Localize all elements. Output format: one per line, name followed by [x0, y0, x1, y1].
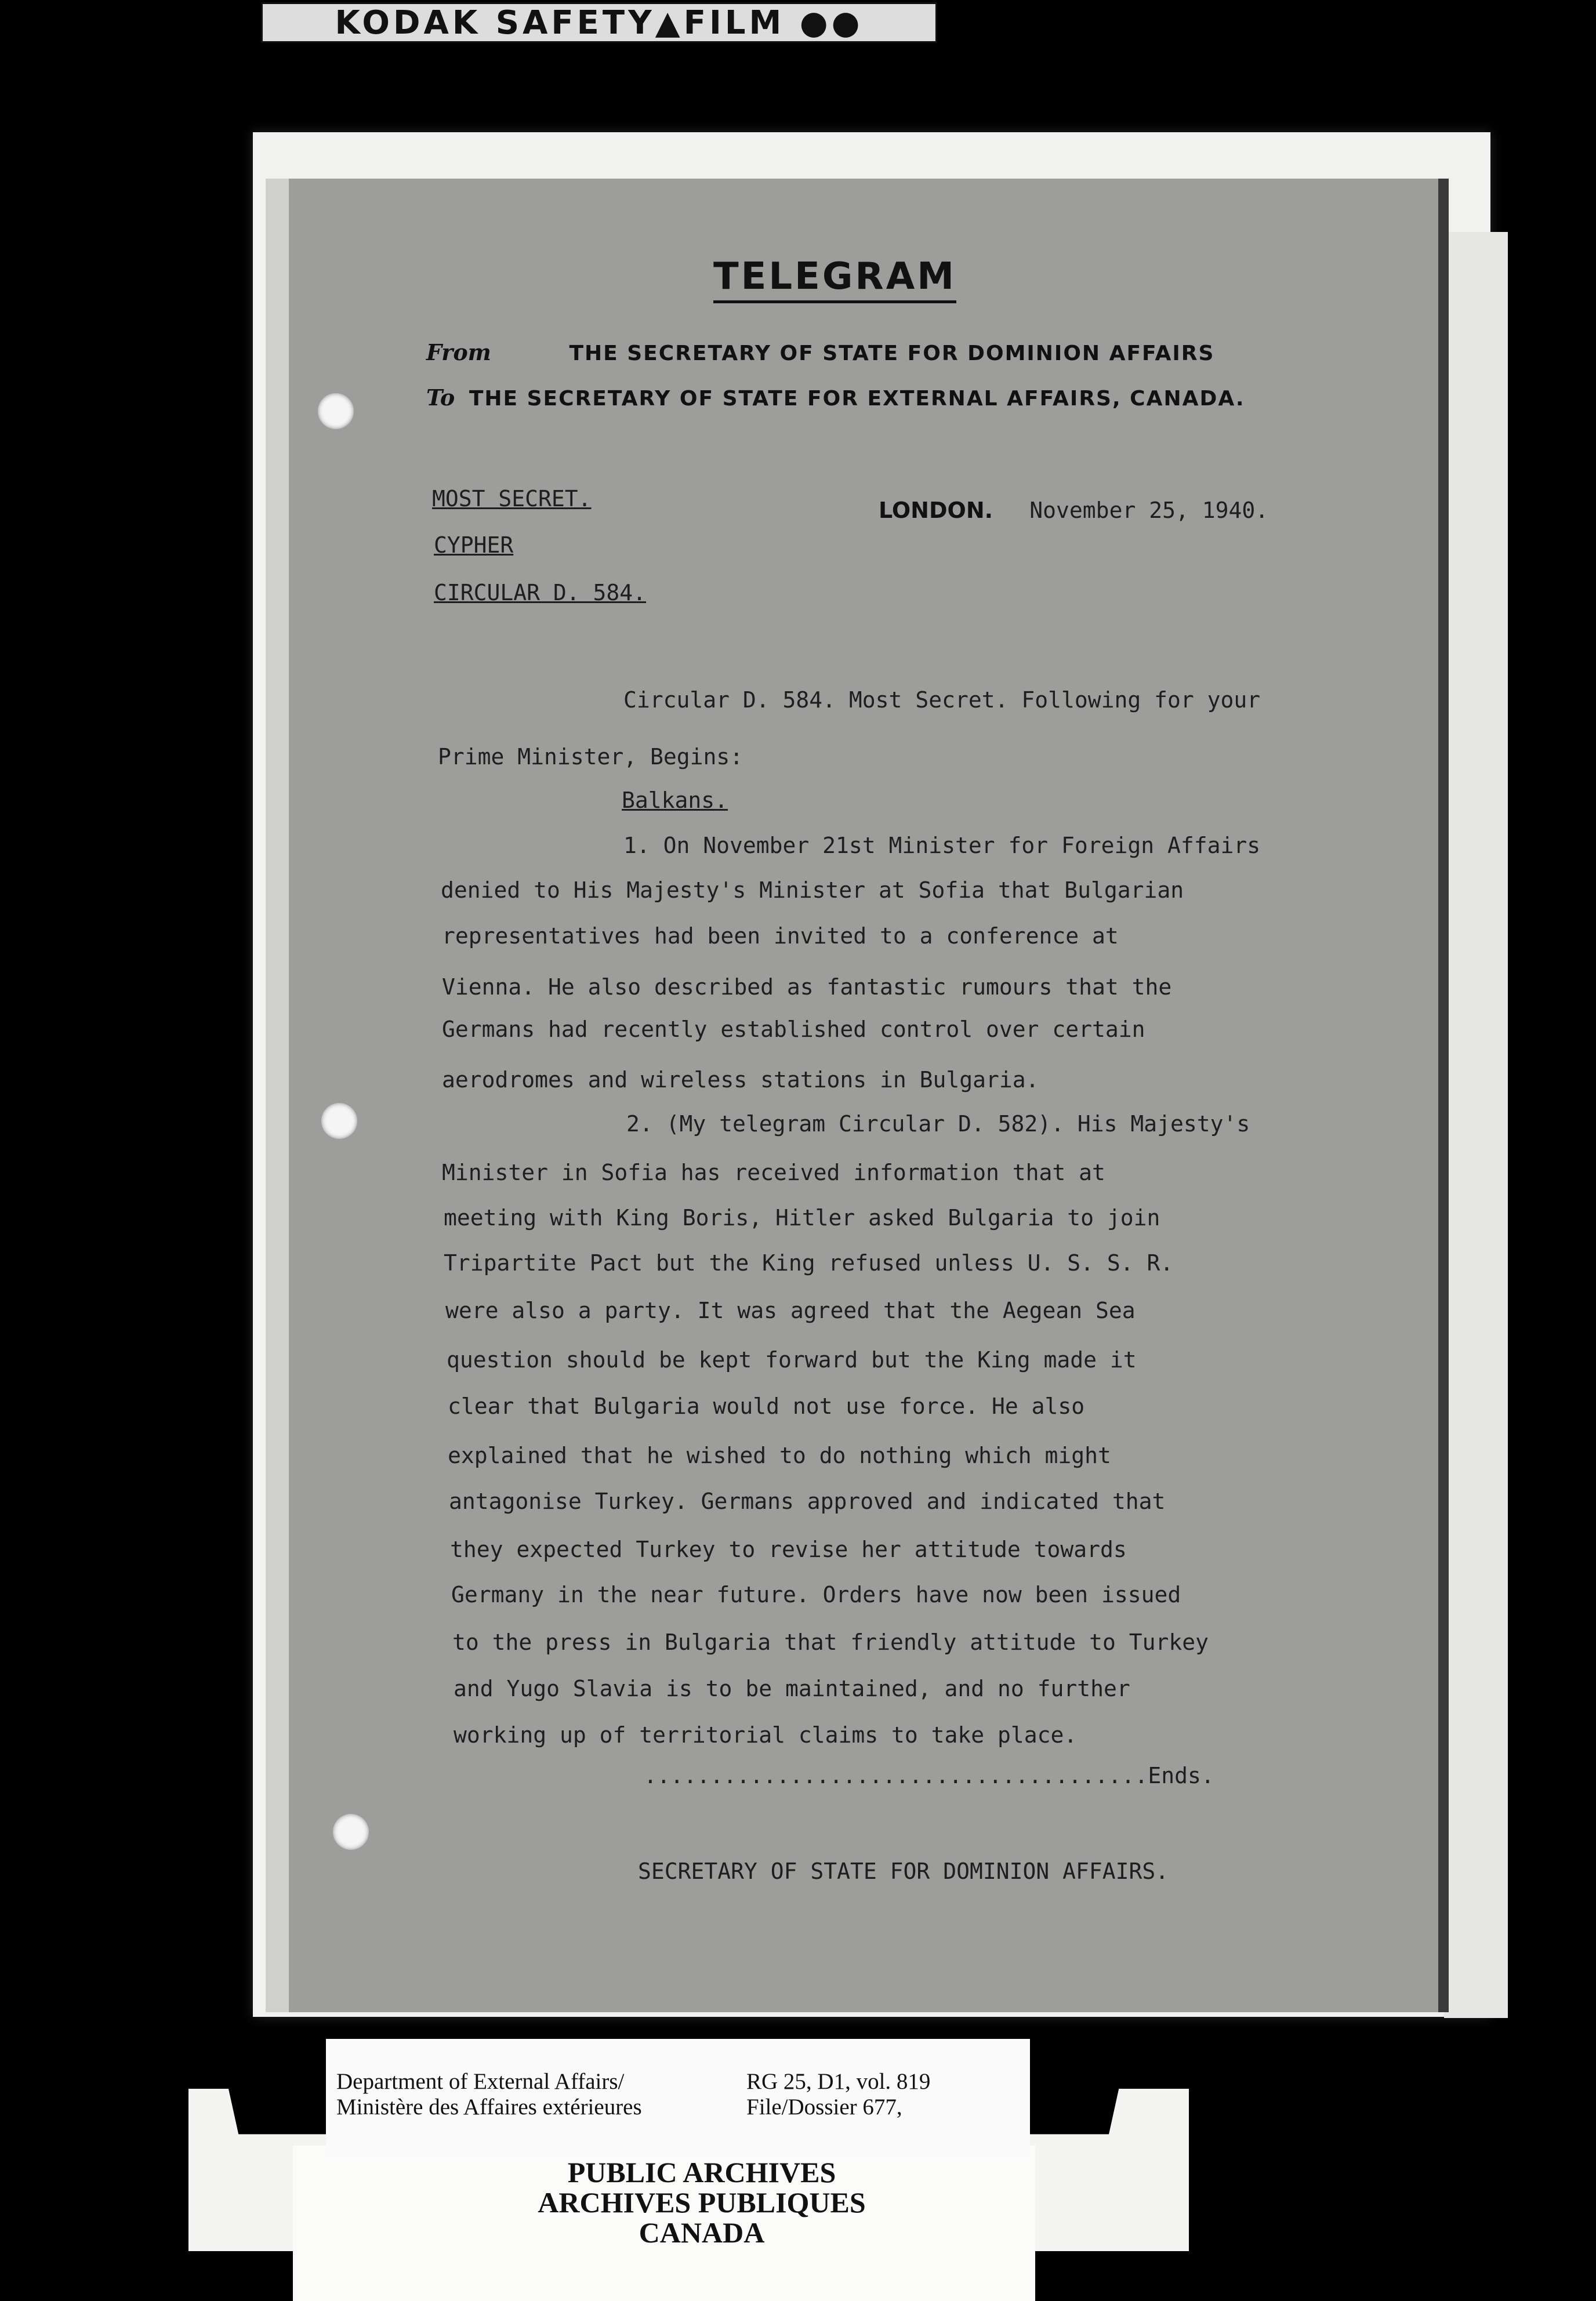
body-line: working up of territorial claims to take place.: [454, 1722, 1078, 1748]
signature: SECRETARY OF STATE FOR DOMINION AFFAIRS.: [638, 1859, 1169, 1884]
body-line: meeting with King Boris, Hitler asked Bulgaria to join: [444, 1205, 1160, 1231]
stamp-line: ARCHIVES PUBLIQUES: [538, 2186, 866, 2219]
body-line: explained that he wished to do nothing which might: [448, 1443, 1111, 1468]
punch-hole: [318, 393, 354, 429]
to-value: THE SECRETARY OF STATE FOR EXTERNAL AFFAIRS, CANADA.: [469, 387, 1245, 411]
to-label: To: [426, 384, 455, 411]
from-line: [426, 339, 1214, 365]
body-line: denied to His Majesty's Minister at Sofia that Bulgarian: [441, 877, 1184, 903]
intro-line: Prime Minister, Begins:: [438, 744, 743, 770]
body-line: Tripartite Pact but the King refused unless U. S. S. R.: [444, 1250, 1174, 1276]
department-fr: Ministère des Affaires extérieures: [336, 2095, 642, 2119]
body-line: 1. On November 21st Minister for Foreign Affairs: [623, 833, 1261, 858]
archive-stamp: [476, 2157, 928, 2248]
classification: MOST SECRET.: [432, 486, 592, 511]
body-line: aerodromes and wireless stations in Bulgaria.: [442, 1067, 1039, 1093]
dateline: [879, 498, 1268, 523]
intro-line: Circular D. 584. Most Secret. Following for your: [623, 687, 1261, 713]
transmission-method: CYPHER: [434, 532, 514, 558]
body-line: Germany in the near future. Orders have now been issued: [451, 1582, 1181, 1607]
circular-number: CIRCULAR D. 584.: [434, 580, 647, 605]
telegram-title: TELEGRAM: [713, 255, 956, 303]
film-edge-label: KODAK SAFETY▲FILM ●●: [261, 2, 937, 43]
punch-hole: [321, 1103, 357, 1139]
place: LONDON.: [879, 498, 993, 523]
punch-hole: [333, 1814, 369, 1850]
archive-reference-card: [326, 2039, 1030, 2158]
body-line: Minister in Sofia has received information that at: [442, 1160, 1105, 1185]
body-line: to the press in Bulgaria that friendly attitude to Turkey: [452, 1629, 1209, 1655]
body-line: 2. (My telegram Circular D. 582). His Majesty's: [626, 1111, 1250, 1137]
body-line: they expected Turkey to revise her attitude towards: [450, 1537, 1127, 1562]
from-value: THE SECRETARY OF STATE FOR DOMINION AFFAIRS: [569, 342, 1215, 365]
department-en: Department of External Affairs/: [336, 2069, 625, 2094]
body-line: and Yugo Slavia is to be maintained, and no further: [454, 1676, 1130, 1701]
body-line: were also a party. It was agreed that the Aegean Sea: [445, 1298, 1136, 1323]
body-line: representatives had been invited to a conference at: [442, 923, 1119, 949]
from-label: From: [426, 339, 491, 365]
section-heading: Balkans.: [622, 787, 728, 813]
body-line: Germans had recently established control over certain: [442, 1017, 1145, 1042]
stamp-line: PUBLIC ARCHIVES: [567, 2156, 836, 2189]
record-group-reference: RG 25, D1, vol. 819: [746, 2069, 931, 2094]
paper-edge: [1444, 232, 1508, 2018]
body-line: clear that Bulgaria would not use force. He also: [448, 1393, 1085, 1419]
to-line: [426, 384, 1245, 411]
date: November 25, 1940.: [1029, 498, 1269, 523]
stamp-line: CANADA: [639, 2216, 765, 2249]
ends-marker: ......................................Ends.: [644, 1763, 1214, 1788]
body-line: Vienna. He also described as fantastic rumours that the: [442, 974, 1172, 1000]
body-line: question should be kept forward but the King made it: [447, 1347, 1137, 1373]
body-line: antagonise Turkey. Germans approved and indicated that: [449, 1489, 1166, 1514]
file-reference: File/Dossier 677,: [746, 2095, 902, 2119]
